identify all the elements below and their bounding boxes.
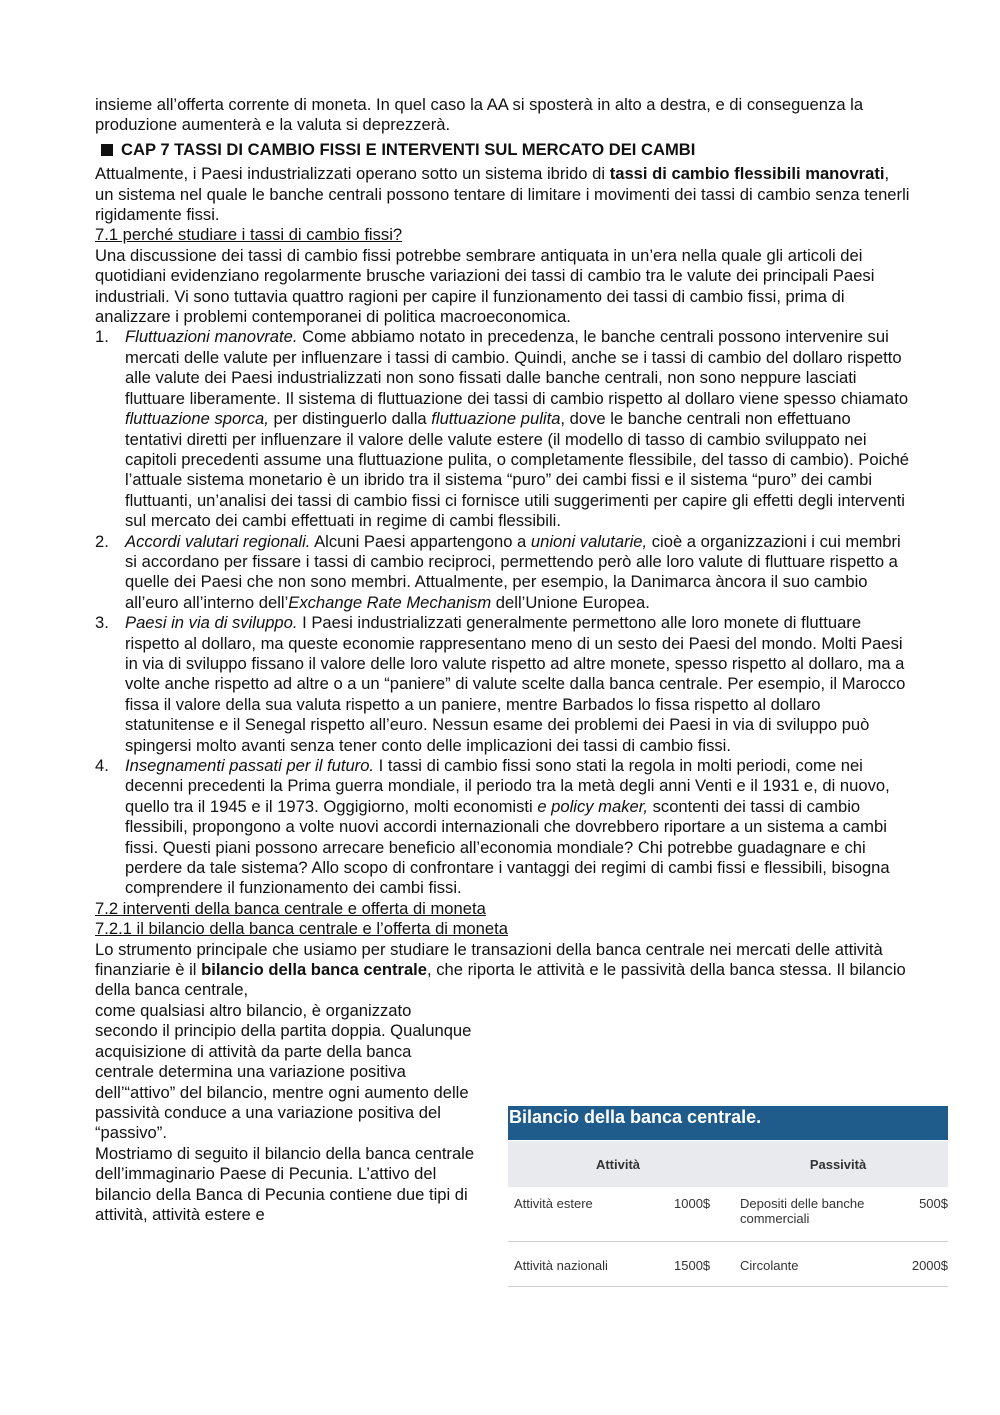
header-liabilities: Passività: [809, 1156, 867, 1172]
italic-term: fluttuazione sporca,: [125, 409, 269, 429]
text-run: scontenti dei tassi di cambio flessibili, propongono a volte nuovi accordi internazionali che dovrebbero riportare a un sistema a cambi fissi. Questi piani possono arrecare beneficio all’economia mondiale? Chi potrebbe guadagnare e chi perdere da tale sistema? Allo scopo di confrontare i vantaggi dei regimi di cambi fissi e flessibili, bisogna comprendere il funzionamento dei cambi fissi.: [125, 796, 890, 898]
item-title: Paesi in via di sviluppo.: [125, 613, 298, 633]
document-page: [95, 95, 910, 1225]
asset-name: Attività estere: [514, 1196, 593, 1211]
text-run: cioè a organizzazioni i cui membri si accordano per fissare i tassi di cambio reciproci, permettendo però alle loro valute di fluttuare rispetto a quelle dei Paesi che non sono membri. Attualmente, per esempio, la Danimarca àncora il suo cambio all’euro all’interno dell’: [125, 531, 901, 612]
text-run: Alcuni Paesi appartengono a: [310, 531, 531, 551]
paragraph-1: [95, 164, 910, 225]
list-item: [95, 532, 910, 614]
text-run: Lo strumento principale che usiamo per studiare le transazioni della banca centrale nei mercati delle attività finanziarie è il: [95, 939, 883, 980]
section-heading-7-1: 7.1 perché studiare i tassi di cambio fissi?: [95, 225, 403, 245]
italic-term: e policy maker,: [537, 796, 648, 816]
bold-term: bilancio della banca centrale: [201, 960, 428, 980]
intro-paragraph: insieme all’offerta corrente di moneta. In quel caso la AA si sposterà in alto a destra, e di conseguenza la produzione aumenterà e la valuta si deprezzerà.: [95, 95, 864, 135]
asset-value: 1500$: [674, 1258, 711, 1273]
text-run: I Paesi industrializzati generalmente permettono alle loro monete di fluttuare rispetto al dollaro, ma queste economie rappresentano meno di un sesto dei Paesi del mondo. Molti Paesi in via di sviluppo fissano il valore delle loro valute rispetto ad altre monete, spesso rispetto al dollaro, ma a volte anche rispetto ad altre o a un “paniere” di valute scelte dalla banca centrale. Per esempio, il Marocco fissa il valore della sua valuta rispetto a un paniere, mentre Barbados lo fissa rispetto al dollaro statunitense e il Senegal rispetto all’euro. Nessun esame dei problemi dei Paesi in via di sviluppo può spingersi molto avanti senza tener conto delle implicazioni dei tassi di cambio fissi.: [125, 613, 906, 755]
text-run: I tassi di cambio fissi sono stati la regola in molti periodi, come nei decenni precedenti la Prima guerra mondiale, il periodo tra la metà degli anni Venti e il 1931 e, di nuovo, quello tra il 1945 e il 1973. Oggigiorno, molti economisti: [125, 756, 890, 816]
text-run: per distinguerlo dalla: [268, 409, 432, 429]
list-number: 4.: [95, 756, 109, 775]
liability-value: 500$: [919, 1196, 948, 1211]
list-item: [95, 756, 910, 899]
paragraph-2: Una discussione dei tassi di cambio fissi potrebbe sembrare antiquata in un’era nella quale gli articoli dei quotidiani evidenziano regolarmente brusche variazioni dei tassi di cambio tra le valute dei principali Paesi industriali. Vi sono tuttavia quattro ragioni per capire il funzionamento dei tassi di cambio fissi, prima di analizzare i problemi contemporanei di politica macroeconomica.: [95, 245, 875, 327]
paragraph-5: Mostriamo di seguito il bilancio della banca centrale dell’immaginario Paese di Pecunia. L’attivo del bilancio della Banca di Pecunia contiene due tipi di attività, attività estere e: [95, 1143, 475, 1224]
table-header: [508, 1140, 948, 1187]
text-run: Attualmente, i Paesi industrializzati operano sotto un sistema ibrido di: [95, 164, 610, 184]
item-title: Fluttuazioni manovrate.: [125, 327, 298, 347]
bold-term: tassi di cambio flessibili manovrati: [609, 164, 885, 184]
italic-term: unioni valutarie,: [530, 531, 648, 551]
liability-name: Circolante: [740, 1258, 799, 1273]
text-run: , un sistema nel quale le banche centrali possono tentare di limitare i movimenti dei tassi di cambio senza tenerli rigidamente fissi.: [95, 164, 910, 225]
table-title: Bilancio della banca centrale.: [508, 1106, 948, 1140]
item-title: Accordi valutari regionali.: [125, 531, 311, 551]
text-run: dell’Unione Europea.: [491, 592, 650, 612]
item-title: Insegnamenti passati per il futuro.: [125, 756, 375, 775]
italic-term: fluttuazione pulita: [431, 409, 561, 429]
liability-name: Depositi delle banche commerciali: [740, 1196, 865, 1226]
text-run: , che riporta le attività e le passività della banca stessa. Il bilancio della banca centrale,: [95, 960, 906, 1000]
list-number: 2.: [95, 531, 109, 551]
liability-value: 2000$: [911, 1258, 948, 1273]
table-row: [508, 1242, 948, 1287]
text-run: Come abbiamo notato in precedenza, le banche centrali possono intervenire sui mercati delle valute per influenzare i tassi di cambio. Quindi, anche se i tassi di cambio del dollaro rispetto alle valute dei Paesi industrializzati non sono fissati dalle banche centrali, non sono neppure lasciati fluttuare liberamente. Il sistema di fluttuazione dei tassi di cambio rispetto al dollaro viene spesso chiamato: [125, 327, 909, 408]
list-item: [95, 327, 910, 531]
italic-term: Exchange Rate Mechanism: [288, 592, 492, 612]
text-run: , dove le banche centrali non effettuano tentativi diretti per influenzare il valore delle valute estere (il modello di tasso di cambio sviluppato nei capitoli precedenti assume una fluttuazione pulita, o completamente flessibile, del tasso di cambio). Poiché l’attuale sistema monetario è un ibrido tra il sistema “puro” dei cambi fissi e il sistema “puro” dei cambi fluttuanti, un’analisi dei tassi di cambio fissi ci fornisce utili suggerimenti per capire gli effetti degli interventi sul mercato dei cambi effettuati in regime di cambi flessibili.: [125, 409, 910, 531]
asset-value: 1000$: [674, 1196, 711, 1211]
chapter-title: CAP 7 TASSI DI CAMBIO FISSI E INTERVENTI SUL MERCATO DEI CAMBI: [121, 139, 696, 159]
square-bullet-icon: [101, 144, 113, 156]
section-heading-7-2: 7.2 interventi della banca centrale e offerta di moneta: [95, 898, 486, 918]
reasons-list: [95, 327, 910, 898]
section-heading-7-2-1: 7.2.1 il bilancio della banca centrale e l’offerta di moneta: [95, 919, 508, 939]
paragraph-3: [95, 940, 910, 1001]
table-row: [508, 1187, 948, 1242]
asset-name: Attività nazionali: [514, 1258, 608, 1273]
balance-sheet-table: [508, 1106, 948, 1287]
list-number: 3.: [95, 613, 109, 633]
list-item: [95, 613, 910, 756]
paragraph-4: come qualsiasi altro bilancio, è organizzato secondo il principio della partita doppia. Qualunque acquisizione di attività da parte della banca centrale determina una variazione positiva dell’“attivo” del bilancio, mentre ogni aumento delle passività conduce a una variazione positiva del “passivo”.: [95, 1000, 472, 1143]
header-assets: Attività: [595, 1156, 641, 1172]
list-number: 1.: [95, 327, 109, 347]
chapter-heading: [101, 140, 910, 160]
